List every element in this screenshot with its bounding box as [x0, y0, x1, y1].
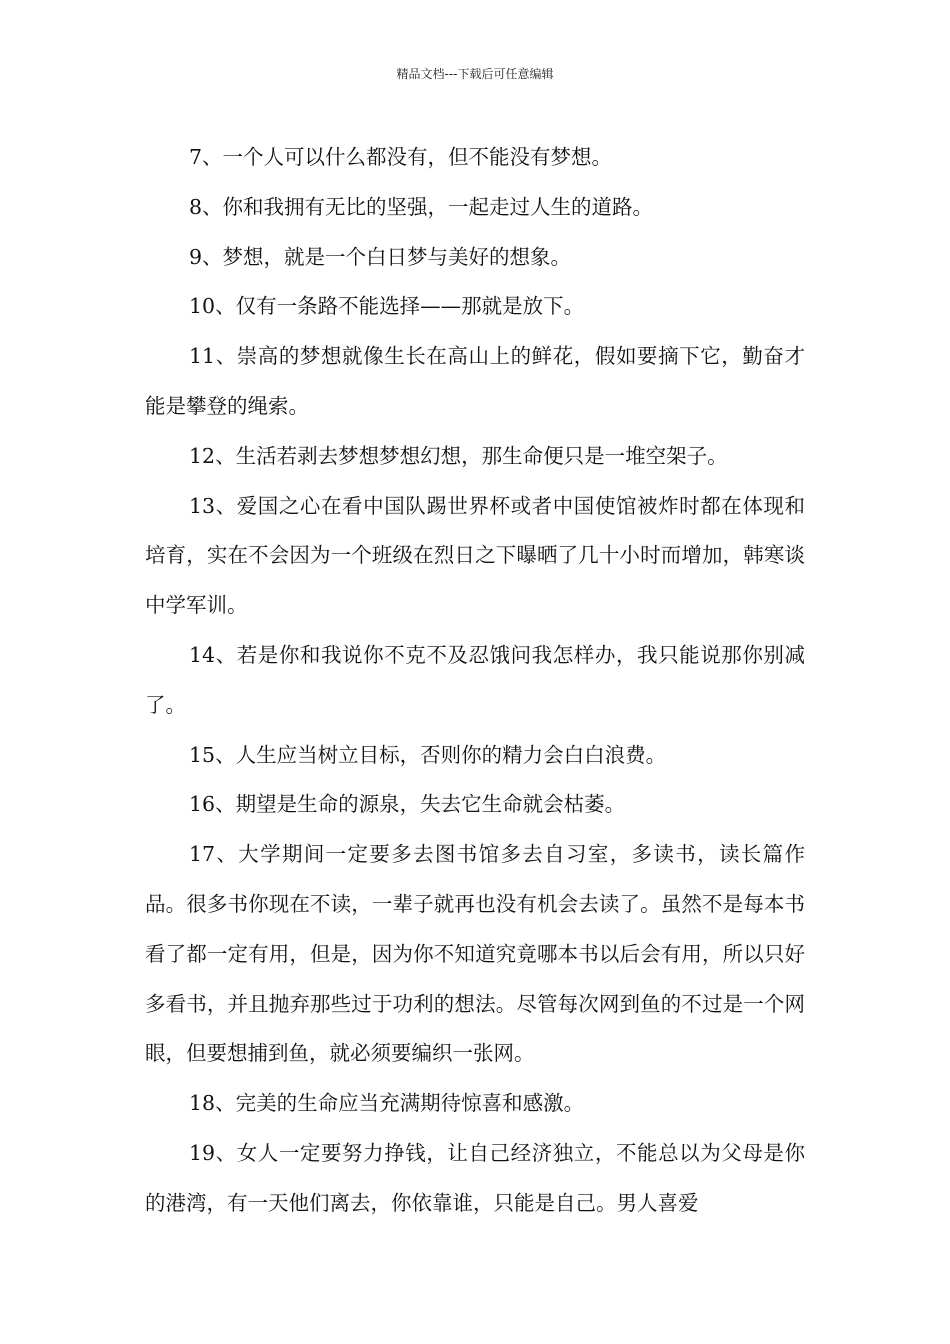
paragraph-17: 17、大学期间一定要多去图书馆多去自习室，多读书，读长篇作品。很多书你现在不读，一辈子就再也没有机会去读了。虽然不是每本书看了都一定有用，但是，因为你不知道究竟哪本书以后会有用，所以只好多看书，并且抛弃那些过于功利的想法。尽管每次网到鱼的不过是一个网眼，但要想捕到鱼，就必须要编织一张网。	[145, 842, 805, 1066]
paragraph-9: 9、梦想，就是一个白日梦与美好的想象。	[189, 244, 572, 269]
paragraph-7: 7、一个人可以什么都没有，但不能没有梦想。	[189, 145, 613, 169]
paragraph-18: 18、完美的生命应当充满期待惊喜和感激。	[189, 1091, 585, 1116]
paragraph-11: 11、崇高的梦想就像生长在高山上的鲜花，假如要摘下它，勤奋才能是攀登的绳索。	[145, 344, 805, 418]
paragraph-13: 13、爱国之心在看中国队踢世界杯或者中国使馆被炸时都在体现和培育，实在不会因为一个班级在烈日之下曝晒了几十小时而增加，韩寒谈中学军训。	[145, 493, 805, 618]
paragraph-10: 10、仅有一条路不能选择——那就是放下。	[189, 294, 585, 319]
paragraph-19: 19、女人一定要努力挣钱，让自己经济独立，不能总以为父母是你的港湾，有一天他们离去，你依靠谁，只能是自己。男人喜爱	[145, 1140, 805, 1215]
paragraph-16: 16、期望是生命的源泉，失去它生命就会枯萎。	[189, 792, 626, 817]
paragraph-14: 14、若是你和我说你不克不及忍饿问我怎样办，我只能说那你别减了。	[145, 642, 805, 717]
paragraph-12: 12、生活若剥去梦想梦想幻想，那生命便只是一堆空架子。	[189, 443, 728, 468]
paragraph-15: 15、人生应当树立目标，否则你的精力会白白浪费。	[189, 742, 667, 767]
document-body	[145, 133, 805, 1229]
paragraph-8: 8、你和我拥有无比的坚强，一起走过人生的道路。	[189, 194, 654, 219]
page-header: 精品文档---下载后可任意编辑	[396, 67, 554, 81]
